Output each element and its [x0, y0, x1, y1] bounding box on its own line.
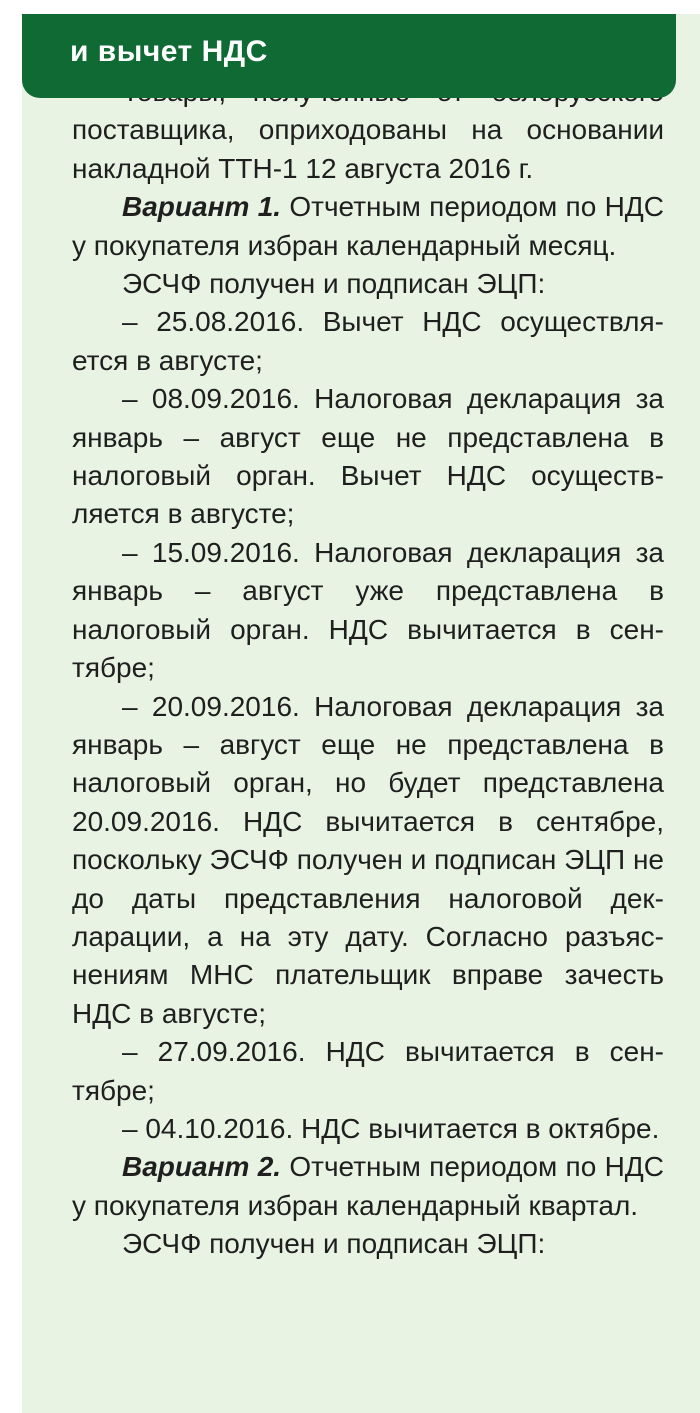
variant-2-label: Вариант 2.: [122, 1151, 282, 1183]
list-item-date-5: – 27.09.2016. НДС вычитается в сентябре;: [72, 1036, 664, 1106]
variant-1-label: Вариант 1.: [122, 191, 282, 223]
list-item-date-3: – 15.09.2016. Налоговая декларация за январь – август уже представлена в налоговый орган. НДС вычитается в сентябре;: [72, 536, 664, 684]
received-line-1: ЭСЧФ получен и подписан ЭЦП:: [122, 268, 546, 300]
variant-1-text: Отчетным периодом по НДС у покупателя избран календарный месяц.: [72, 191, 664, 261]
section-title: и вычет НДС: [70, 35, 268, 68]
variant-1-paragraph: [72, 188, 664, 265]
section-header: [22, 14, 676, 98]
intro-paragraph: поставщика, оприходованы на основании накладной ТТН-1 12 августа 2016 г.: [72, 114, 664, 184]
article-body: [72, 73, 664, 1264]
list-item-date-6: – 04.10.2016. НДС вычитается в октябре.: [122, 1112, 660, 1144]
list-item-date-2: – 08.09.2016. Налоговая декларация за январь – август еще не представлена в налоговый орган. Вычет НДС осуществляется в августе;: [72, 383, 664, 530]
variant-2-text: Отчетным периодом по НДС у покупателя избран календарный квартал.: [72, 1151, 664, 1221]
list-item-date-1: – 25.08.2016. Вычет НДС осуществляется в августе;: [72, 306, 664, 376]
variant-2-paragraph: [72, 1148, 664, 1225]
list-item-date-4: – 20.09.2016. Налоговая декларация за январь – август еще не представлена в налоговый орган, но будет представлена 20.09.2016. НДС вычитается в сентябре, поскольку ЭСЧФ получен и подписан ЭЦП не до даты представления налоговой декларации, а на эту дату. Согласно разъяснениям МНС плательщик вправе зачесть НДС в августе;: [72, 690, 664, 1029]
received-line-2: ЭСЧФ получен и подписан ЭЦП:: [122, 1228, 546, 1260]
